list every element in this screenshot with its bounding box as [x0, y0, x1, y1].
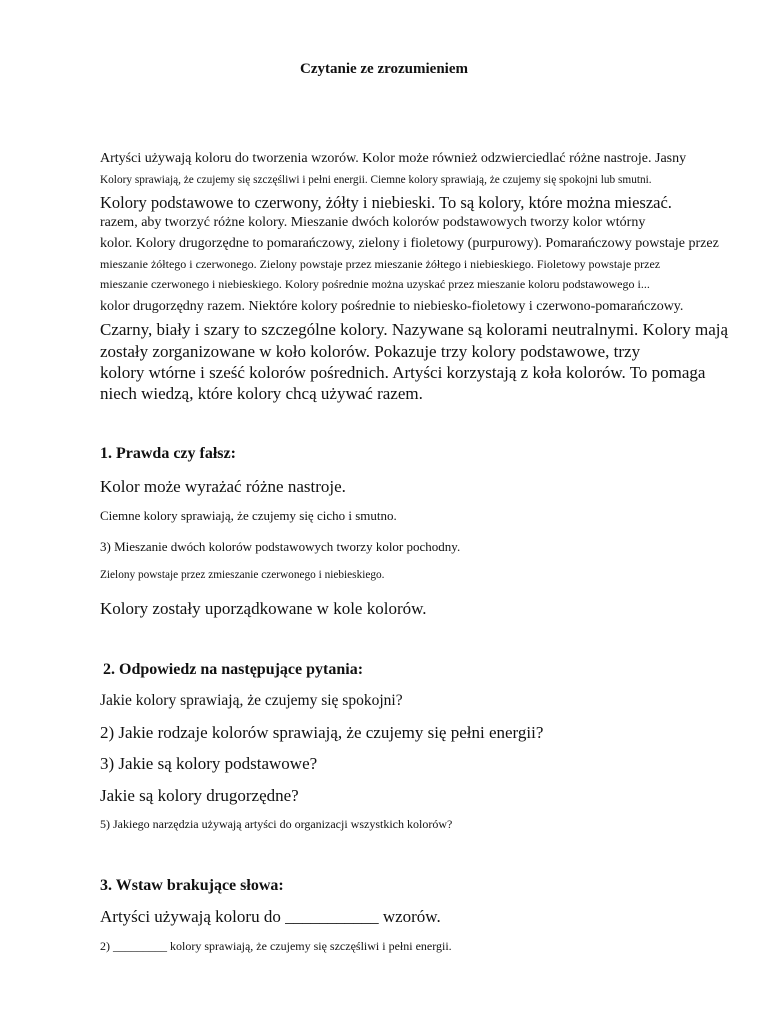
question-item: Kolor może wyrażać różne nastroje. [100, 477, 346, 496]
passage-line: niech wiedzą, które kolory chcą używać razem. [100, 384, 423, 403]
passage-line: zostały zorganizowane w koło kolorów. Pokazuje trzy kolory podstawowe, trzy [100, 342, 641, 361]
passage-line: razem, aby tworzyć różne kolory. Mieszanie dwóch kolorów podstawowych tworzy kolor wtórny [100, 215, 646, 230]
passage-line: mieszanie czerwonego i niebieskiego. Kolory pośrednie można uzyskać przez mieszanie koloru podstawowego i... [100, 277, 650, 291]
question-item: Kolory zostały uporządkowane w kole kolorów. [100, 599, 427, 618]
page-title: Czytanie ze zrozumieniem [300, 61, 468, 77]
passage-line: kolory wtórne i sześć kolorów pośrednich. Artyści korzystają z koła kolorów. To pomaga [100, 363, 706, 382]
question-item: Jakie są kolory drugorzędne? [100, 786, 299, 805]
question-item: 3) Mieszanie dwóch kolorów podstawowych tworzy kolor pochodny. [100, 539, 461, 554]
question-item: 2) Jakie rodzaje kolorów sprawiają, że czujemy się pełni energii? [100, 723, 544, 742]
passage-line: Kolory sprawiają, że czujemy się szczęśliwi i pełni energii. Ciemne kolory sprawiają, że czujemy się spokojni lub smutni. [100, 174, 652, 186]
question-item: Jakie kolory sprawiają, że czujemy się spokojni? [100, 692, 403, 709]
passage-line: Czarny, biały i szary to szczególne kolory. Nazywane są kolorami neutralnymi. Kolory mają [100, 320, 729, 339]
section-heading: 1. Prawda czy fałsz: [100, 445, 236, 462]
question-item: 2) _________ kolory sprawiają, że czujemy się szczęśliwi i pełni energii. [100, 939, 452, 953]
passage-line: kolor. Kolory drugorzędne to pomarańczowy, zielony i fioletowy (purpurowy). Pomarańczowy powstaje przez [100, 236, 719, 251]
passage-line: Artyści używają koloru do tworzenia wzorów. Kolor może również odzwierciedlać różne nastroje. Jasny [100, 151, 687, 166]
passage-line: Kolory podstawowe to czerwony, żółty i niebieski. To są kolory, które można mieszać. [100, 193, 672, 212]
section-heading: 3. Wstaw brakujące słowa: [100, 877, 284, 894]
section-heading: 2. Odpowiedz na następujące pytania: [103, 661, 364, 678]
passage-line: kolor drugorzędny razem. Niektóre kolory pośrednie to niebiesko-fioletowy i czerwono-pomarańczowy. [100, 299, 684, 314]
question-item: Artyści używają koloru do ___________ wzorów. [100, 907, 441, 926]
question-item: Zielony powstaje przez zmieszanie czerwonego i niebieskiego. [100, 569, 385, 581]
question-item: 3) Jakie są kolory podstawowe? [100, 754, 318, 773]
passage-line: mieszanie żółtego i czerwonego. Zielony powstaje przez mieszanie żółtego i niebieskiego. Fioletowy powstaje przez [100, 257, 661, 271]
question-item: 5) Jakiego narzędzia używają artyści do organizacji wszystkich kolorów? [100, 817, 453, 831]
question-item: Ciemne kolory sprawiają, że czujemy się cicho i smutno. [100, 508, 397, 523]
